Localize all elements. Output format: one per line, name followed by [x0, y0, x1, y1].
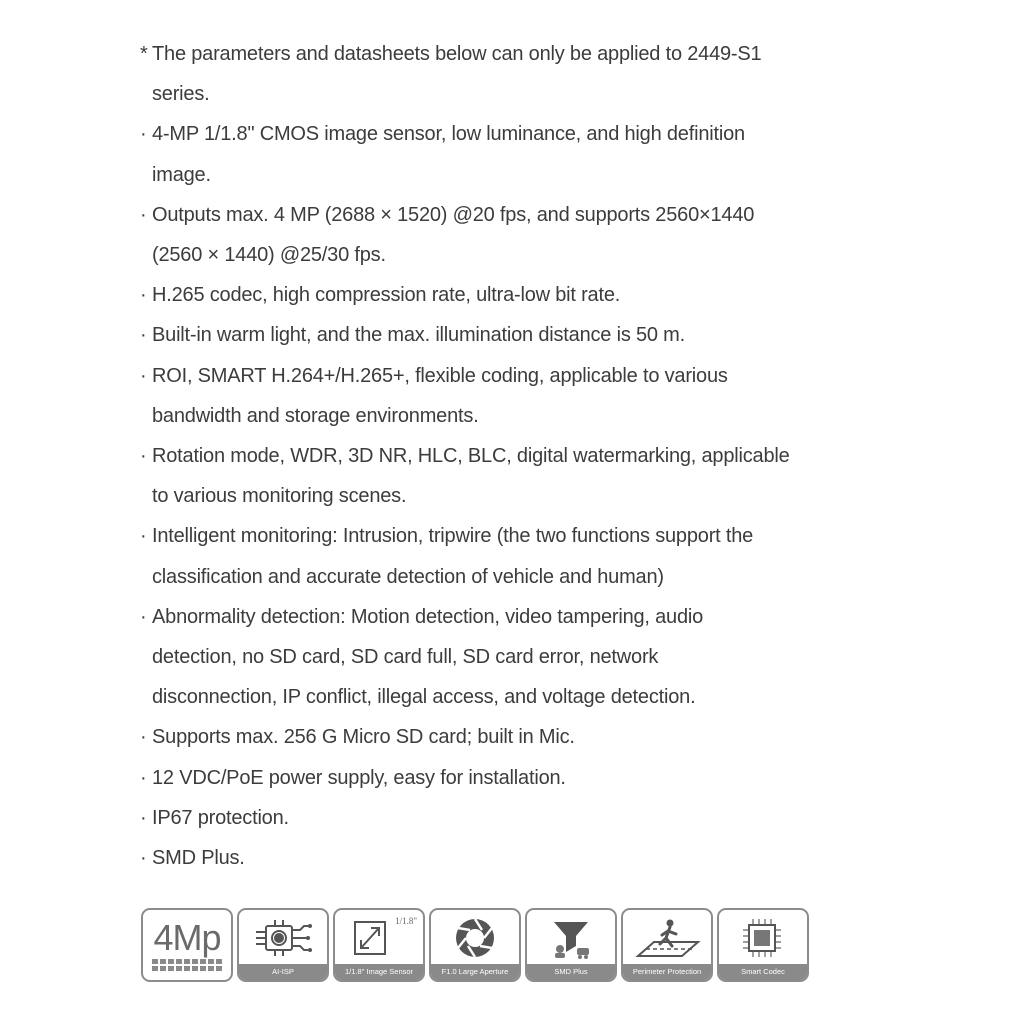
list-item — [140, 516, 860, 556]
list-item — [140, 717, 860, 757]
feature-text: Outputs max. 4 MP (2688 × 1520) @20 fps, and supports 2560×1440 — [152, 203, 755, 226]
list-item — [140, 798, 860, 838]
smd-filter-icon — [527, 910, 615, 966]
feature-text: H.265 codec, high compression rate, ultra-low bit rate. — [152, 284, 621, 307]
intro-text: The parameters and datasheets below can only be applied to 2449-S1 — [152, 43, 762, 65]
feature-badges — [141, 908, 809, 982]
bullet-marker: · — [140, 766, 147, 789]
badge-smart-codec — [717, 908, 809, 982]
bullet-marker: · — [140, 123, 147, 146]
badge-smd-plus — [525, 908, 617, 982]
list-item — [140, 356, 860, 396]
badge-ai-isp — [237, 908, 329, 982]
feature-list — [140, 34, 860, 878]
bullet-marker: · — [140, 847, 147, 870]
list-item — [140, 597, 860, 637]
list-item — [140, 114, 860, 154]
feature-text: 4-MP 1/1.8" CMOS image sensor, low luminance, and high definition — [152, 123, 745, 146]
badge-caption: F1.0 Large Aperture — [431, 964, 519, 980]
list-item-continuation — [140, 396, 860, 436]
list-item — [140, 838, 860, 878]
bullet-marker: · — [140, 324, 147, 347]
intro-text: series. — [152, 83, 210, 106]
list-item — [140, 315, 860, 355]
badge-caption: AI-ISP — [239, 964, 327, 980]
badge-4mp-text: 4Mp — [153, 916, 221, 958]
bullet-marker: · — [140, 284, 147, 307]
ai-chip-icon — [239, 910, 327, 966]
list-item-continuation — [140, 155, 860, 195]
feature-text: (2560 × 1440) @25/30 fps. — [152, 244, 386, 267]
feature-text: classification and accurate detection of vehicle and human) — [152, 565, 664, 588]
bullet-marker: · — [140, 605, 147, 628]
badge-caption: SMD Plus — [527, 964, 615, 980]
feature-text: IP67 protection. — [152, 806, 289, 829]
aperture-icon — [431, 910, 519, 966]
feature-text: Rotation mode, WDR, 3D NR, HLC, BLC, digital watermarking, applicable — [152, 445, 790, 468]
feature-text: to various monitoring scenes. — [152, 485, 407, 508]
feature-text: Abnormality detection: Motion detection, video tampering, audio — [152, 605, 704, 628]
feature-text: image. — [152, 163, 211, 186]
bullet-marker: · — [140, 364, 147, 387]
codec-chip-icon — [719, 910, 807, 966]
list-item — [140, 275, 860, 315]
feature-text: SMD Plus. — [152, 847, 245, 870]
list-item-continuation — [140, 557, 860, 597]
feature-text: Intelligent monitoring: Intrusion, tripwire (the two functions support the — [152, 525, 754, 548]
bullet-marker: · — [140, 525, 147, 548]
badge-caption: Perimeter Protection — [623, 964, 711, 980]
pixel-grid-icon — [152, 959, 222, 971]
bullet-marker: · — [140, 726, 147, 749]
sensor-size-label: 1/1.8" — [395, 916, 417, 926]
bullet-marker: · — [140, 203, 147, 226]
badge-4mp — [141, 908, 233, 982]
intro-line — [140, 34, 860, 74]
feature-text: ROI, SMART H.264+/H.265+, flexible coding, applicable to various — [152, 364, 728, 387]
4mp-resolution-icon — [143, 910, 231, 980]
list-item-continuation — [140, 235, 860, 275]
intro-line — [140, 74, 860, 114]
feature-text: Built-in warm light, and the max. illumination distance is 50 m. — [152, 324, 685, 347]
badge-image-sensor — [333, 908, 425, 982]
badge-perimeter-protection — [621, 908, 713, 982]
list-item — [140, 436, 860, 476]
list-item-continuation — [140, 476, 860, 516]
perimeter-intrusion-icon — [623, 910, 711, 966]
asterisk-marker: * — [140, 43, 148, 65]
list-item — [140, 758, 860, 798]
bullet-marker: · — [140, 445, 147, 468]
feature-text: Supports max. 256 G Micro SD card; built in Mic. — [152, 726, 575, 749]
list-item — [140, 195, 860, 235]
badge-caption: Smart Codec — [719, 964, 807, 980]
feature-text: detection, no SD card, SD card full, SD card error, network — [152, 646, 659, 669]
badge-caption: 1/1.8" Image Sensor — [335, 964, 423, 980]
feature-text: bandwidth and storage environments. — [152, 404, 479, 427]
feature-text: 12 VDC/PoE power supply, easy for installation. — [152, 766, 566, 789]
list-item-continuation — [140, 677, 860, 717]
badge-aperture — [429, 908, 521, 982]
feature-text: disconnection, IP conflict, illegal access, and voltage detection. — [152, 686, 696, 709]
list-item-continuation — [140, 637, 860, 677]
bullet-marker: · — [140, 806, 147, 829]
